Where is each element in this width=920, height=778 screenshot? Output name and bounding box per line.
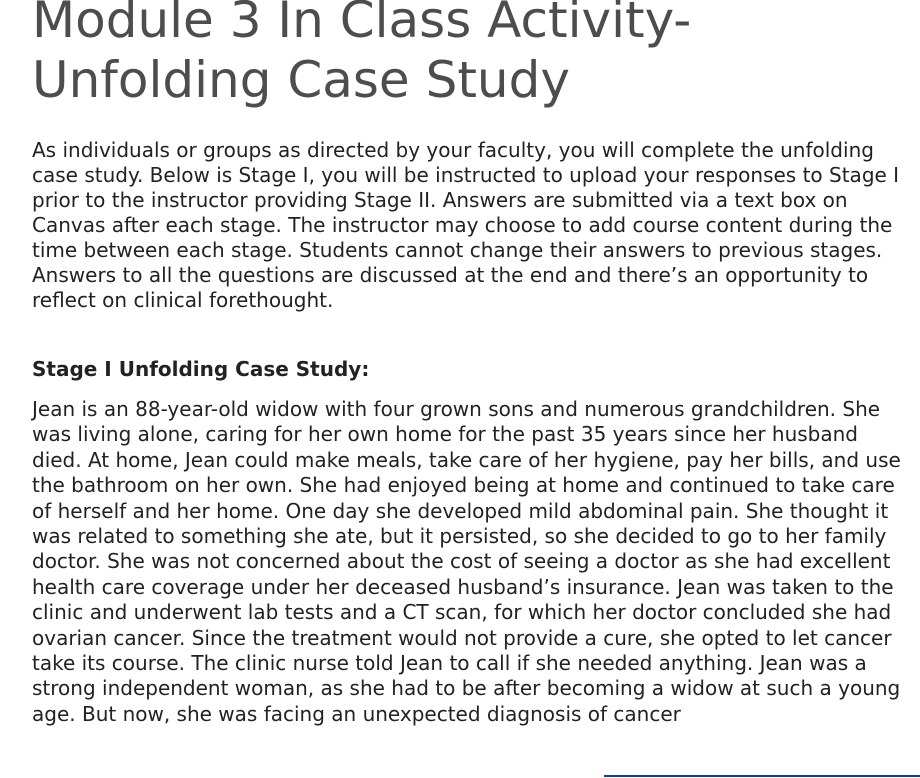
page-edge-rule (604, 775, 920, 777)
case-study-paragraph: Jean is an 88-year-old widow with four grown sons and numerous grandchildren. She was living alone, caring for her own home for the past 35 years since her husband died. At home, Jean could make meals, take care of her hygiene, pay her bills, and use the bathroom on her own. She had enjoyed being at home and continued to take care of herself and her home. One day she developed mild abdominal pain. She thought it was related to something she ate, but it persisted, so she decided to go to her family doctor. She was not concerned about the cost of seeing a doctor as she had excellent health care coverage under her deceased husband’s insurance. Jean was taken to the clinic and underwent lab tests and a CT scan, for which her doctor concluded she had ovarian cancer. Since the treatment would not provide a cure, she opted to let cancer take its course. The clinic nurse told Jean to call if she needed anything. Jean was a strong independent woman, as she had to be after becoming a widow at such a young age. But now, she was facing an unexpected diagnosis of cancer (32, 397, 901, 726)
page-title: Module 3 In Class Activity- Unfolding Case Study (32, 0, 692, 109)
intro-paragraph: As individuals or groups as directed by your faculty, you will complete the unfolding case study. Below is Stage I, you will be instructed to upload your responses to Stage I prior to the instructor providing Stage II. Answers are submitted via a text box on Canvas after each stage. The instructor may choose to add course content during the time between each stage. Students cannot change their answers to previous stages. Answers to all the questions are discussed at the end and there’s an opportunity to reflect on clinical forethought. (32, 138, 900, 312)
stage-heading: Stage I Unfolding Case Study: (32, 357, 370, 381)
